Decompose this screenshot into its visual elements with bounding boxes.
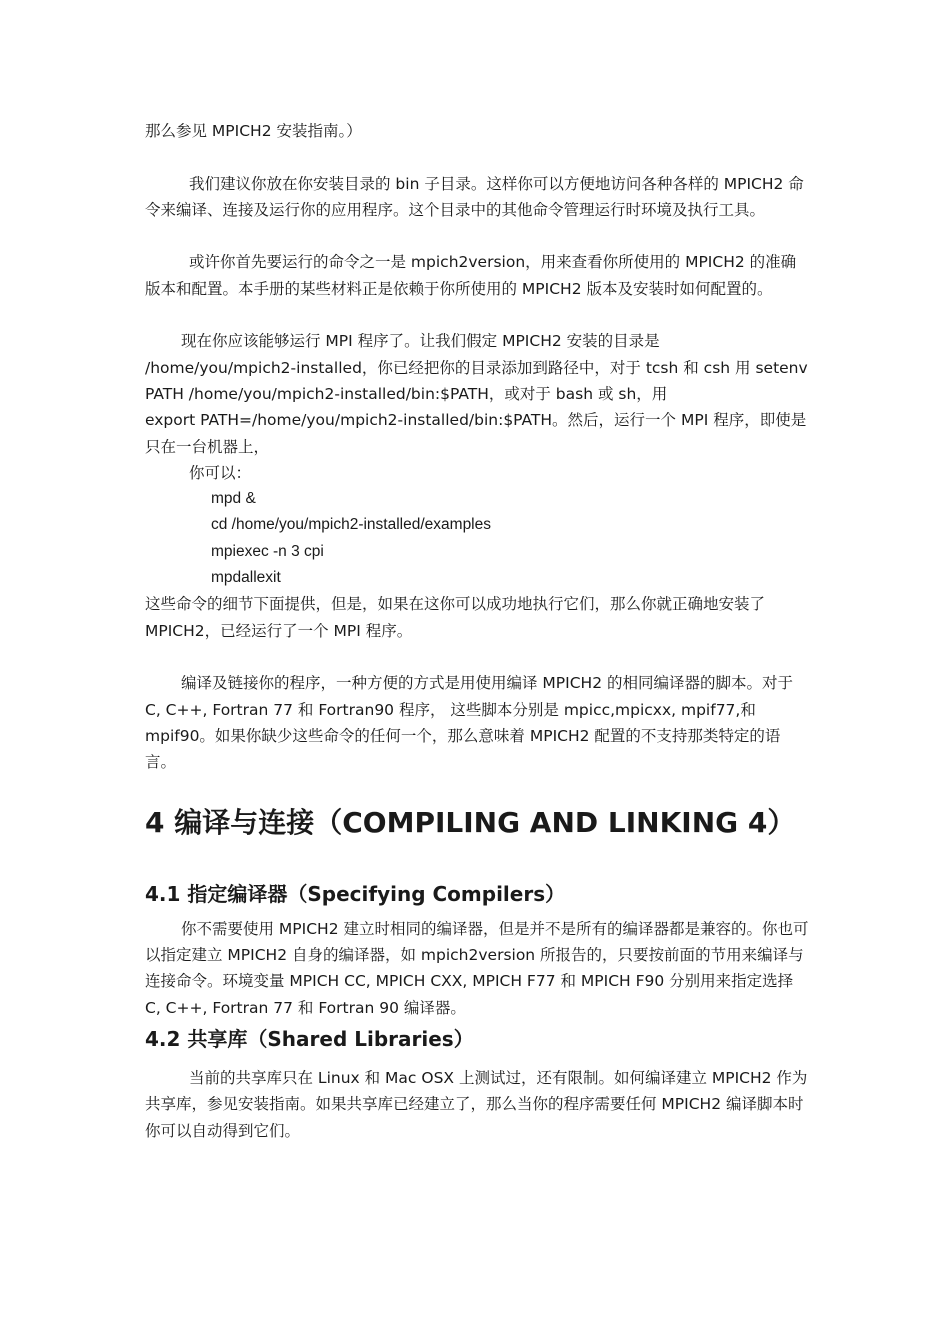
paragraph-run-mpi	[145, 328, 810, 591]
document-body	[145, 118, 810, 1144]
paragraph-mpich2version: 或许你首先要运行的命令之一是 mpich2version，用来查看你所使用的 MPICH2 的准确版本和配置。本手册的某些材料正是依赖于你所使用的 MPICH2 版本及安装时如何配置的。	[145, 253, 797, 298]
command-line: mpdallexit	[211, 569, 281, 587]
paragraph-commands-details: 这些命令的细节下面提供，但是，如果在这你可以成功地执行它们，那么你就正确地安装了 MPICH2，已经运行了一个 MPI 程序。	[145, 595, 766, 640]
paragraph-specifying-compilers: 你不需要使用 MPICH2 建立时相同的编译器，但是并不是所有的编译器都是兼容的。你也可以指定建立 MPICH2 自身的编译器，如 mpich2version 所报告的，只要按前面的节用来编译与连接命令。环境变量 MPICH CC, MPICH CXX, MPICH F77 和 MPICH F90 分别用来指定选择 C, C++, Fortran 77 和 Fortran 90 编译器。	[145, 919, 809, 1017]
run-mpi-line-3: PATH /home/you/mpich2-installed/bin:$PATH，或对于 bash 或 sh，用	[145, 384, 668, 403]
paragraph-compile-link: 编译及链接你的程序，一种方便的方式是用使用编译 MPICH2 的相同编译器的脚本。对于 C, C++, Fortran 77 和 Fortran90 程序， 这些脚本分别是 mpicc,mpicxx, mpif77,和 mpif90。如果你缺少这些命令的任何一个，那么意味着 MPICH2 配置的不支持那类特定的语言。	[145, 674, 793, 772]
paragraph-intro: 那么参见 MPICH2 安装指南。）	[145, 122, 362, 140]
section-heading-4: 4 编译与连接（COMPILING AND LINKING 4）	[145, 805, 796, 839]
run-mpi-line-1: 现在你应该能够运行 MPI 程序了。让我们假定 MPICH2 安装的目录是	[181, 332, 660, 351]
subsection-heading-4-2: 4.2 共享库（Shared Libraries）	[145, 1026, 474, 1051]
paragraph-bin-directory: 我们建议你放在你安装目录的 bin 子目录。这样你可以方便地访问各种各样的 MPICH2 命令来编译、连接及运行你的应用程序。这个目录中的其他命令管理运行时环境及执行工具。	[145, 174, 804, 219]
command-line: mpd &	[211, 490, 256, 508]
run-mpi-line-5: 你可以：	[189, 463, 252, 482]
run-mpi-line-4: export PATH=/home/you/mpich2-installed/bin:$PATH。然后，运行一个 MPI 程序，即使是只在一台机器上，	[145, 411, 807, 456]
command-line: mpiexec -n 3 cpi	[211, 542, 324, 560]
run-mpi-line-2: /home/you/mpich2-installed，你已经把你的目录添加到路径中，对于 tcsh 和 csh 用 setenv	[145, 358, 808, 377]
subsection-heading-4-1: 4.1 指定编译器（Specifying Compilers）	[145, 881, 566, 906]
command-line: cd /home/you/mpich2-installed/examples	[211, 516, 491, 534]
paragraph-shared-libraries: 当前的共享库只在 Linux 和 Mac OSX 上测试过，还有限制。如何编译建立 MPICH2 作为共享库，参见安装指南。如果共享库已经建立了，那么当你的程序需要任何 MPICH2 编译脚本时你可以自动得到它们。	[145, 1068, 808, 1140]
